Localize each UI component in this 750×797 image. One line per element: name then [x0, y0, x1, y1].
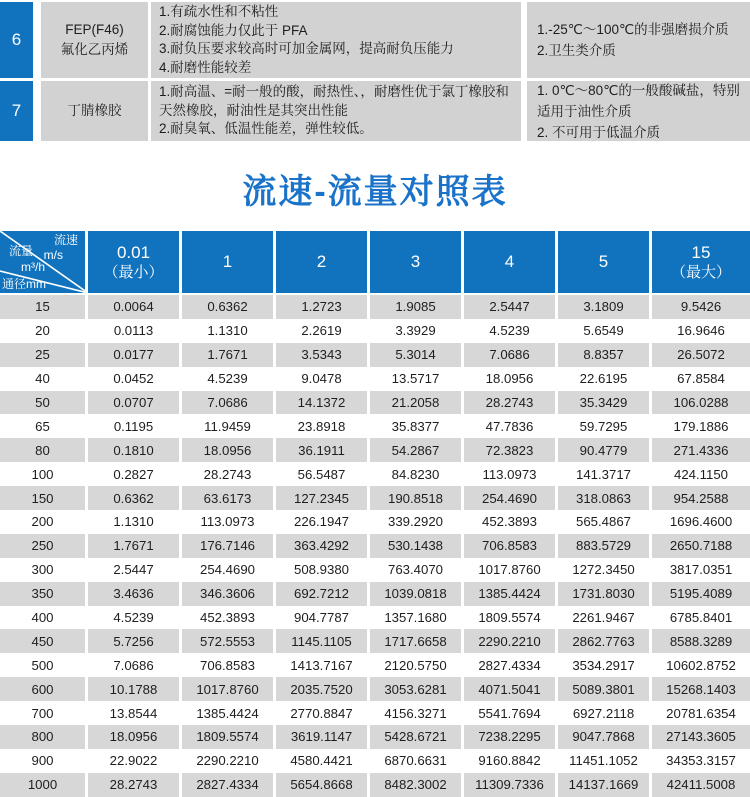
- flow-value-cell: 1017.8760: [182, 677, 276, 701]
- corner-cell: [0, 231, 88, 293]
- flow-value-cell: 363.4292: [276, 534, 370, 558]
- diameter-cell: 800: [0, 725, 88, 749]
- material-properties: [151, 81, 521, 141]
- flow-value-cell: 11309.7336: [464, 773, 558, 797]
- flow-value-cell: 14137.1669: [558, 773, 652, 797]
- flow-value-cell: 22.6195: [558, 367, 652, 391]
- flow-value-cell: 3.5343: [276, 343, 370, 367]
- flow-value-cell: 2120.5750: [370, 653, 464, 677]
- flow-value-cell: 20781.6354: [666, 705, 736, 721]
- flow-value-cell: 113.0973: [182, 510, 276, 534]
- flow-value-cell: 1809.5574: [182, 725, 276, 749]
- flow-value-cell: 13.8544: [88, 701, 182, 725]
- flow-value-cell: 3.3929: [370, 319, 464, 343]
- flow-value-cell: 9.0478: [276, 367, 370, 391]
- flow-value-cell: 5428.6721: [370, 725, 464, 749]
- materials-rows: [0, 2, 750, 141]
- diameter-cell: 15: [0, 295, 88, 319]
- flow-value-cell: 692.7212: [276, 582, 370, 606]
- header-velocity-value: 3: [410, 252, 421, 271]
- flow-table-body: [0, 295, 750, 797]
- flow-value-cell: 22.9022: [88, 749, 182, 773]
- header-velocity-value: 1: [222, 252, 233, 271]
- material-row: [0, 2, 750, 78]
- flow-value-cell: 565.4867: [558, 510, 652, 534]
- flow-value-cell: 1.1310: [182, 319, 276, 343]
- material-row: [0, 81, 750, 141]
- flow-value-cell: 2770.8847: [276, 701, 370, 725]
- flow-table-row: [0, 773, 750, 797]
- flow-value-cell: 2862.7763: [558, 629, 652, 653]
- flow-value-cell: 7238.2295: [464, 725, 558, 749]
- flow-value-cell: 1017.8760: [464, 558, 558, 582]
- header-velocity-value: 4: [504, 252, 515, 271]
- flow-value-cell: 0.6362: [88, 486, 182, 510]
- flow-value-cell: 3619.1147: [276, 725, 370, 749]
- material-name-line: 氟化乙丙烯: [60, 42, 129, 57]
- flow-value-cell: 28.2743: [88, 773, 182, 797]
- material-media: [527, 81, 750, 141]
- flow-value-cell: 0.6362: [182, 295, 276, 319]
- flow-value-cell: 4580.4421: [276, 749, 370, 773]
- flow-table-row: [0, 558, 750, 582]
- flow-table-header: [0, 231, 750, 293]
- materials-table: [0, 0, 750, 141]
- flow-value-cell: 508.9380: [276, 558, 370, 582]
- diameter-cell: 400: [0, 606, 88, 630]
- flow-value-cell: 1.1310: [88, 510, 182, 534]
- flow-value-cell: 0.1195: [88, 414, 182, 438]
- flow-value-cell: 226.1947: [276, 510, 370, 534]
- flow-value-cell: 1731.8030: [558, 582, 652, 606]
- flow-value-cell: 11451.1052: [558, 749, 652, 773]
- flow-value-cell: 16.9646: [677, 323, 725, 339]
- flow-value-cell: 179.1886: [673, 418, 729, 434]
- flow-table-row: [0, 295, 750, 319]
- flow-value-cell: 706.8583: [182, 653, 276, 677]
- flow-table-row: [0, 486, 750, 510]
- diameter-cell: 250: [0, 534, 88, 558]
- flow-value-cell: 6870.6631: [370, 749, 464, 773]
- flow-value-cell: 7.0686: [464, 343, 558, 367]
- flow-value-cell: 13.5717: [370, 367, 464, 391]
- flow-value-cell: 2650.7188: [669, 538, 733, 554]
- corner-diameter-label: 通径mm: [2, 277, 46, 291]
- flow-table-row: [0, 653, 750, 677]
- flow-value-cell: 3.1809: [558, 295, 652, 319]
- flow-table-row: [0, 367, 750, 391]
- flow-value-cell: 4071.5041: [464, 677, 558, 701]
- diameter-cell: 25: [0, 343, 88, 367]
- flow-table-row: [0, 343, 750, 367]
- flow-value-cell: 14.1372: [276, 391, 370, 415]
- flow-value-cell: 54.2867: [370, 438, 464, 462]
- material-index: 7: [0, 81, 33, 141]
- diameter-cell: 450: [0, 629, 88, 653]
- flow-value-cell: 6927.2118: [558, 701, 652, 725]
- flow-table-row: [0, 606, 750, 630]
- flow-value-cell: 1385.4424: [464, 582, 558, 606]
- flow-value-cell: 7.0686: [88, 653, 182, 677]
- flow-value-cell: 10.1788: [88, 677, 182, 701]
- flow-table-row: [0, 582, 750, 606]
- flow-value-cell: 11.9459: [182, 414, 276, 438]
- flow-value-cell: 452.3893: [464, 510, 558, 534]
- flow-value-cell: 63.6173: [182, 486, 276, 510]
- flow-value-cell: 1.9085: [370, 295, 464, 319]
- flow-value-cell: 346.3606: [182, 582, 276, 606]
- diameter-cell: 80: [0, 438, 88, 462]
- media-line: 2. 不可用于低温介质: [537, 124, 661, 140]
- page-title: 流速-流量对照表: [242, 173, 508, 211]
- flow-value-cell: 883.5729: [558, 534, 652, 558]
- flow-value-cell: 271.4336: [673, 442, 729, 458]
- flow-value-cell: 339.2920: [370, 510, 464, 534]
- diameter-cell: 150: [0, 486, 88, 510]
- flow-value-cell: 0.0177: [88, 343, 182, 367]
- flow-value-cell: 72.3823: [464, 438, 558, 462]
- flow-value-cell: 9047.7868: [558, 725, 652, 749]
- flow-value-cell: 10602.8752: [666, 657, 736, 673]
- flow-value-cell: 15268.1403: [666, 681, 736, 697]
- property-line: 3.耐负压要求较高时可加金属网，提高耐负压能力: [159, 41, 454, 56]
- flow-value-cell: 56.5487: [276, 462, 370, 486]
- flow-value-cell: 5195.4089: [669, 586, 733, 602]
- media-line: 1.-25℃～100℃的非强磨损介质: [537, 22, 729, 37]
- flow-value-cell: 254.4690: [182, 558, 276, 582]
- flow-value-cell: 5654.8668: [276, 773, 370, 797]
- flow-value-cell: 23.8918: [276, 414, 370, 438]
- flow-value-cell: 1357.1680: [370, 606, 464, 630]
- flow-table-row: [0, 391, 750, 415]
- diameter-cell: 900: [0, 749, 88, 773]
- corner-flowrate-unit: m³/h: [21, 260, 45, 274]
- flow-value-cell: 2827.4334: [464, 653, 558, 677]
- flow-value-cell: 0.0707: [88, 391, 182, 415]
- property-line: 2.耐臭氧、低温性能差，弹性较低。: [159, 121, 373, 137]
- diameter-cell: 1000: [0, 773, 88, 797]
- flow-value-cell: 176.7146: [182, 534, 276, 558]
- flow-value-cell: 8588.3289: [669, 633, 733, 649]
- flow-value-cell: 4.5239: [182, 367, 276, 391]
- velocity-header-cell: [464, 231, 558, 293]
- flow-value-cell: 35.3429: [558, 391, 652, 415]
- property-line: 1.耐高温、=耐一般的酸，耐热性、，耐磨性优于氯丁橡胶和天然橡胶，耐油性是其突出性能: [159, 84, 509, 118]
- diameter-cell: 600: [0, 677, 88, 701]
- flow-value-cell: 0.0113: [88, 319, 182, 343]
- flow-value-cell: 18.0956: [182, 438, 276, 462]
- flow-value-cell: 0.2827: [88, 462, 182, 486]
- flow-value-cell: 1809.5574: [464, 606, 558, 630]
- property-line: 4.耐磨性能较差: [159, 59, 252, 75]
- flow-value-cell: 113.0973: [464, 462, 558, 486]
- diameter-cell: 700: [0, 701, 88, 725]
- flow-value-cell: 2261.9467: [558, 606, 652, 630]
- flow-value-cell: 1.7671: [88, 534, 182, 558]
- diameter-cell: 200: [0, 510, 88, 534]
- velocity-header-cell: [276, 231, 370, 293]
- flow-value-cell: 106.0288: [673, 395, 729, 410]
- header-velocity-note: （最大）: [670, 263, 731, 281]
- material-name: [41, 2, 148, 78]
- flow-value-cell: 1.7671: [182, 343, 276, 367]
- flow-value-cell: 2.2619: [276, 319, 370, 343]
- material-properties: [151, 2, 521, 78]
- flow-value-cell: 2035.7520: [276, 677, 370, 701]
- flow-value-cell: 1385.4424: [182, 701, 276, 725]
- flow-value-cell: 141.3717: [558, 462, 652, 486]
- flow-value-cell: 0.1810: [88, 438, 182, 462]
- flow-table-row: [0, 534, 750, 558]
- flow-value-cell: 2.5447: [88, 558, 182, 582]
- diameter-cell: 50: [0, 391, 88, 415]
- header-velocity-value: 2: [316, 252, 327, 271]
- flow-value-cell: 36.1911: [276, 438, 370, 462]
- material-index: 6: [0, 2, 33, 78]
- velocity-header-cell: [652, 231, 750, 293]
- flow-value-cell: 3534.2917: [558, 653, 652, 677]
- corner-flowrate-label: 流量: [9, 244, 34, 258]
- flow-value-cell: 90.4779: [558, 438, 652, 462]
- flow-table-row: [0, 510, 750, 534]
- flow-value-cell: 67.8584: [677, 371, 725, 387]
- flow-table-row: [0, 677, 750, 701]
- flow-value-cell: 42411.5008: [666, 777, 736, 793]
- material-name: [41, 81, 148, 141]
- flow-value-cell: 84.8230: [370, 462, 464, 486]
- flow-value-cell: 3053.6281: [370, 677, 464, 701]
- flow-value-cell: 21.2058: [370, 391, 464, 415]
- flow-value-cell: 954.2588: [673, 490, 729, 506]
- flow-value-cell: 8.8357: [558, 343, 652, 367]
- diameter-cell: 100: [0, 462, 88, 486]
- flow-value-cell: 3817.0351: [669, 562, 733, 578]
- flow-table-row: [0, 438, 750, 462]
- flow-value-cell: 3.4636: [88, 582, 182, 606]
- flow-value-cell: 2290.2210: [464, 629, 558, 653]
- flow-value-cell: 530.1438: [370, 534, 464, 558]
- velocity-header-cell: [558, 231, 652, 293]
- flow-value-cell: 1413.7167: [276, 653, 370, 677]
- header-velocity-value: 5: [598, 252, 609, 271]
- diameter-cell: 65: [0, 414, 88, 438]
- flow-value-cell: 6785.8401: [669, 610, 733, 626]
- flow-value-cell: 1145.1105: [276, 629, 370, 653]
- diameter-cell: 40: [0, 367, 88, 391]
- flow-table-row: [0, 319, 750, 343]
- diameter-cell: 20: [0, 319, 88, 343]
- flow-value-cell: 1717.6658: [370, 629, 464, 653]
- flow-value-cell: 318.0863: [558, 486, 652, 510]
- diameter-cell: 350: [0, 582, 88, 606]
- flow-table-row: [0, 629, 750, 653]
- flow-value-cell: 9160.8842: [464, 749, 558, 773]
- media-line: 2.卫生类介质: [537, 43, 616, 58]
- material-media: [527, 2, 750, 78]
- flow-value-cell: 5.6549: [558, 319, 652, 343]
- flow-value-cell: 1696.4600: [669, 514, 733, 530]
- flow-table: [0, 231, 750, 797]
- flow-table-row: [0, 462, 750, 486]
- flow-value-cell: 904.7787: [276, 606, 370, 630]
- flow-value-cell: 35.8377: [370, 414, 464, 438]
- diameter-cell: 500: [0, 653, 88, 677]
- material-name-line: 丁腈橡胶: [67, 103, 122, 118]
- flow-value-cell: 1272.3450: [558, 558, 652, 582]
- flow-value-cell: 34353.3157: [666, 753, 736, 769]
- diameter-cell: 300: [0, 558, 88, 582]
- material-name-line: FEP(F46): [65, 22, 124, 37]
- flow-table-row: [0, 749, 750, 773]
- title-section: [0, 144, 750, 231]
- flow-table-row: [0, 414, 750, 438]
- flow-value-cell: 5541.7694: [464, 701, 558, 725]
- flow-value-cell: 9.5426: [680, 299, 722, 315]
- flow-value-cell: 59.7295: [558, 414, 652, 438]
- flow-value-cell: 2827.4334: [182, 773, 276, 797]
- flow-value-cell: 8482.3002: [370, 773, 464, 797]
- flow-value-cell: 18.0956: [464, 367, 558, 391]
- flow-value-cell: 18.0956: [88, 725, 182, 749]
- flow-value-cell: 27143.3605: [666, 729, 736, 745]
- header-velocity-note: （最小）: [103, 263, 164, 281]
- flow-value-cell: 452.3893: [182, 606, 276, 630]
- flow-value-cell: 28.2743: [182, 462, 276, 486]
- property-line: 1.有疏水性和不粘性: [159, 4, 279, 19]
- flow-value-cell: 2.5447: [464, 295, 558, 319]
- flow-value-cell: 2290.2210: [182, 749, 276, 773]
- flow-value-cell: 572.5553: [182, 629, 276, 653]
- flow-value-cell: 190.8518: [370, 486, 464, 510]
- flow-value-cell: 7.0686: [182, 391, 276, 415]
- flow-value-cell: 424.1150: [673, 466, 729, 482]
- flow-value-cell: 4.5239: [88, 606, 182, 630]
- flow-value-cell: 5.7256: [88, 629, 182, 653]
- flow-value-cell: 5.3014: [370, 343, 464, 367]
- velocity-header-cell: [370, 231, 464, 293]
- flow-value-cell: 763.4070: [370, 558, 464, 582]
- header-velocity-value: 15: [691, 242, 711, 262]
- header-velocity-value: 0.01: [116, 242, 151, 262]
- flow-value-cell: 254.4690: [464, 486, 558, 510]
- property-line: 2.耐腐蚀能力仅此于 PFA: [159, 22, 308, 38]
- flow-value-cell: 26.5072: [677, 347, 725, 363]
- velocity-header-cell: [88, 231, 182, 293]
- media-line: 1. 0℃～80℃的一般酸碱盐，特别适用于油性介质: [537, 82, 740, 119]
- flow-value-cell: 0.0064: [88, 295, 182, 319]
- flow-value-cell: 5089.3801: [558, 677, 652, 701]
- flow-value-cell: 1039.0818: [370, 582, 464, 606]
- velocity-header-cell: [182, 231, 276, 293]
- flow-table-row: [0, 701, 750, 725]
- flow-value-cell: 28.2743: [464, 391, 558, 415]
- corner-velocity-unit: m/s: [43, 248, 63, 262]
- flow-value-cell: 1.2723: [276, 295, 370, 319]
- flow-value-cell: 706.8583: [464, 534, 558, 558]
- flow-table-row: [0, 725, 750, 749]
- flow-value-cell: 4.5239: [464, 319, 558, 343]
- flow-value-cell: 4156.3271: [370, 701, 464, 725]
- flow-value-cell: 47.7836: [464, 414, 558, 438]
- corner-velocity-label: 流速: [53, 233, 78, 247]
- flow-value-cell: 0.0452: [88, 367, 182, 391]
- flow-value-cell: 127.2345: [276, 486, 370, 510]
